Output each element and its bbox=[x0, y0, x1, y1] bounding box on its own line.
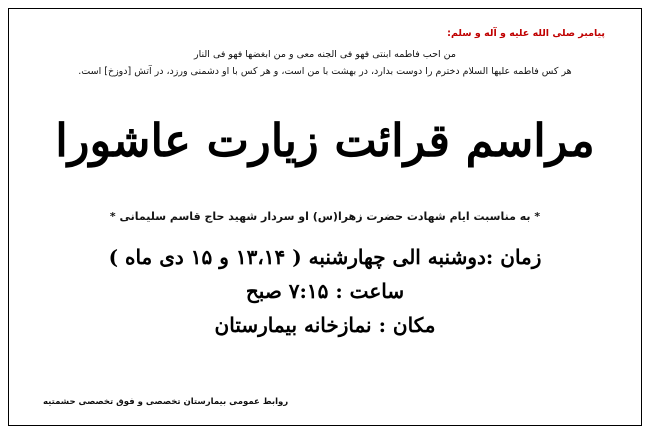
footer-block bbox=[35, 397, 615, 415]
hadith-block bbox=[35, 27, 615, 81]
event-location: مکان : نمازخانه بیمارستان bbox=[214, 313, 436, 338]
publisher-credit: روابط عمومی بیمارستان تخصصی و فوق تخصصی حشمتیه bbox=[43, 397, 289, 407]
hadith-arabic-line: من احب فاطمه ابنتی فهو فی الجنه معی و من ابغضها فهو فی النار bbox=[194, 49, 456, 61]
hadith-persian-translation: هر کس فاطمه علیها السلام دخترم را دوست بدارد، در بهشت با من است، و هر کس با او دشمنی ورزد، در آتش [دوزخ] است. bbox=[78, 65, 572, 77]
page-title: مراسم قرائت زیارت عاشورا bbox=[55, 113, 595, 167]
event-time: ساعت : ۷:۱۵ صبح bbox=[245, 279, 405, 304]
event-date: زمان :دوشنبه الی چهارشنبه ( ۱۳،۱۴ و ۱۵ دی ماه ) bbox=[108, 245, 542, 270]
poster-content bbox=[9, 9, 641, 425]
title-block bbox=[35, 115, 615, 167]
occasion-subtitle: * به مناسبت ایام شهادت حضرت زهرا(س) او سردار شهید حاج قاسم سلیمانی * bbox=[109, 210, 541, 224]
event-details bbox=[35, 245, 615, 338]
hadith-attribution: پیامبر صلی الله علیه و آله و سلم: bbox=[447, 28, 605, 39]
